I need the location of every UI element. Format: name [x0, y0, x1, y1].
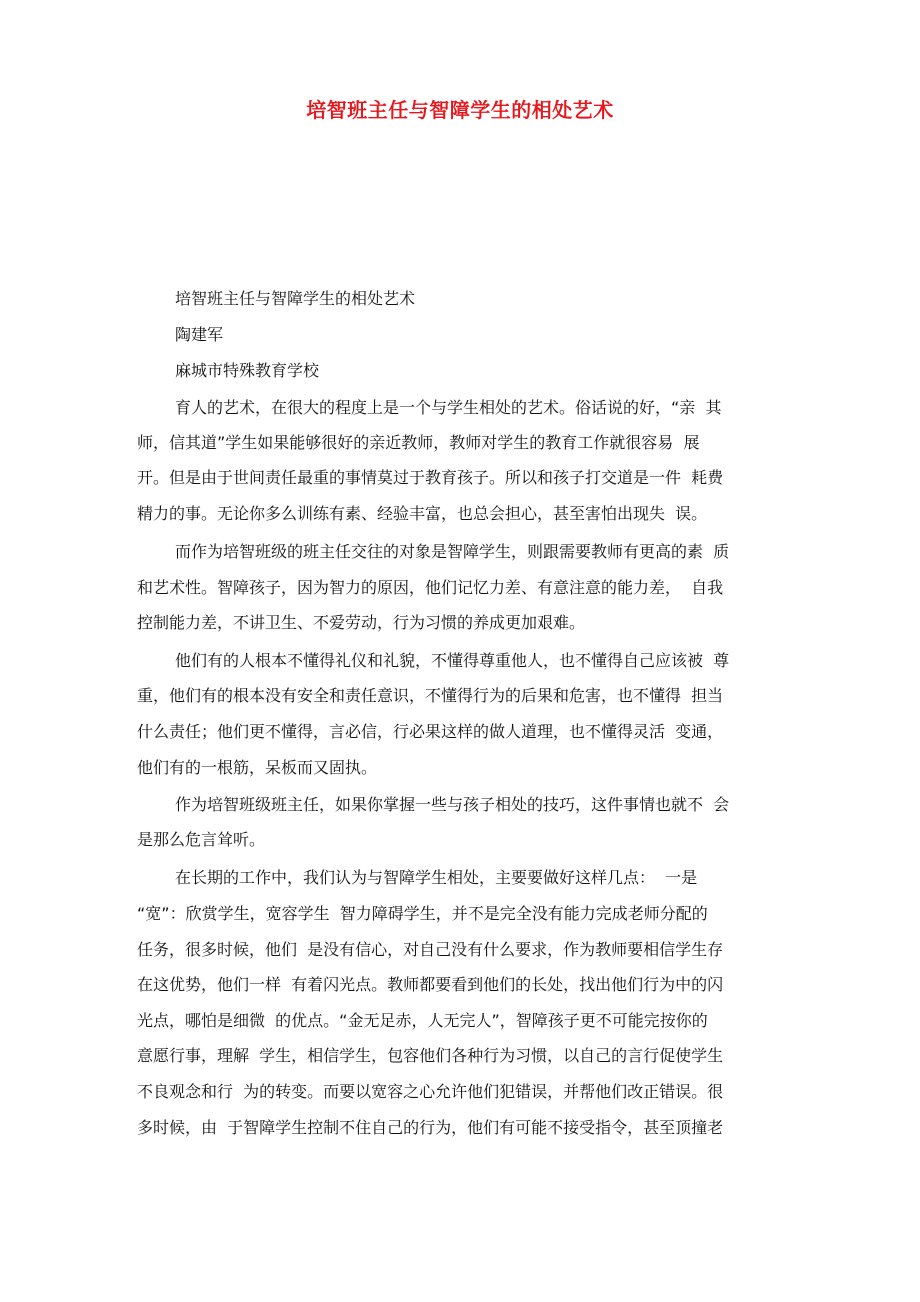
paragraph-line: 重，他们有的根本没有安全和责任意识，不懂得行为的后果和危害，也不懂得 担当 [137, 686, 724, 705]
paragraph-line: 精力的事。无论你多么训练有素、经验丰富，也总会担心，甚至害怕出现失 误。 [137, 504, 708, 523]
paragraph-line: 作为培智班级班主任，如果你掌握一些与孩子相处的技巧，这件事情也就不 会 [175, 795, 730, 814]
paragraph-line: 控制能力差，不讲卫生、不爱劳动，行为习惯的养成更加艰难。 [137, 613, 586, 632]
document-subtitle: 培智班主任与智障学生的相处艺术 [175, 289, 416, 308]
paragraph-line: 开。但是由于世间责任最重的事情莫过于教育孩子。所以和孩子打交道是一件 耗费 [137, 468, 724, 487]
paragraph-line: 他们有的一根筋，呆板而又固执。 [137, 758, 378, 777]
paragraph-line: 师，信其道”学生如果能够很好的亲近教师，教师对学生的教育工作就很容易 展 [137, 433, 700, 452]
paragraph-line: 在这优势，他们一样 有着闪光点。教师都要看到他们的长处，找出他们行为中的闪 [137, 975, 724, 994]
paragraph-line: 他们有的人根本不懂得礼仪和礼貌，不懂得尊重他人，也不懂得自己应该被 尊 [175, 651, 730, 670]
paragraph-line: 和艺术性。智障孩子，因为智力的原因，他们记忆力差、有意注意的能力差， 自我 [137, 578, 724, 597]
paragraph-line: “宽”：欣赏学生，宽容学生 智力障碍学生，并不是完全没有能力完成老师分配的 [137, 904, 708, 923]
paragraph-line: 什么责任；他们更不懂得，言必信，行必果这样的做人道理，也不懂得灵活 变通， [137, 722, 724, 741]
author-name: 陶建军 [175, 325, 224, 344]
paragraph-line: 而作为培智班级的班主任交往的对象是智障学生，则跟需要教师有更高的素 质 [175, 542, 730, 561]
paragraph-line: 不良观念和行 为的转变。而要以宽容之心允许他们犯错误，并帮他们改正错误。很 [137, 1082, 724, 1101]
paragraph-line: 是那么危言耸听。 [137, 830, 266, 849]
paragraph-line: 多时候，由 于智障学生控制不住自己的行为，他们有可能不接受指令，甚至顶撞老 [137, 1118, 724, 1137]
paragraph-line: 意愿行事，理解 学生，相信学生，包容他们各种行为习惯，以自己的言行促使学生 [137, 1046, 724, 1065]
paragraph-line: 育人的艺术，在很大的程度上是一个与学生相处的艺术。俗话说的好，“亲 其 [175, 398, 722, 417]
paragraph-line: 在长期的工作中，我们认为与智障学生相处，主要要做好这样几点： 一是 [175, 868, 698, 887]
paragraph-line: 光点，哪怕是细微 的优点。“金无足赤，人无完人”，智障孩子更不可能完按你的 [137, 1011, 708, 1030]
paragraph-line: 任务，很多时候，他们 是没有信心，对自己没有什么要求，作为教师要相信学生存 [137, 940, 724, 959]
page-title: 培智班主任与智障学生的相处艺术 [306, 98, 614, 122]
organization-name: 麻城市特殊教育学校 [175, 361, 320, 380]
